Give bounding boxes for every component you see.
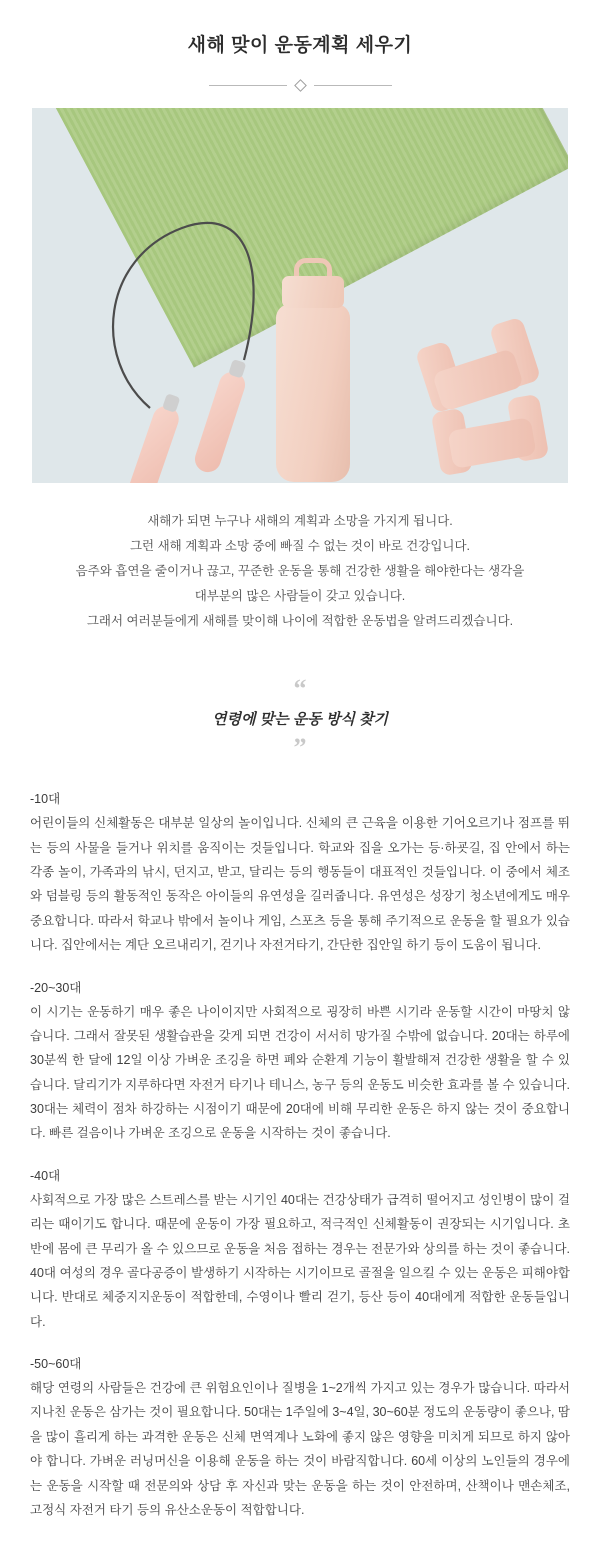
water-bottle-icon xyxy=(276,304,350,482)
section-10s xyxy=(0,789,600,957)
divider-line-left xyxy=(209,85,287,86)
diamond-icon xyxy=(294,79,307,92)
quote-open-mark: “ xyxy=(293,674,307,704)
section-body: 해당 연령의 사람들은 건강에 큰 위험요인이나 질병을 1~2개씩 가지고 있는 경우가 많습니다. 따라서 지나친 운동은 삼가는 것이 필요합니다. 50대는 1주일에 3~4일, 30~60분 정도의 운동량이 좋으나, 땀을 많이 흘리게 하는 과격한 운동은 신체 면역계나 노화에 좋지 않은 영향을 미치게 되므로 하지 않아야 합니다. 가벼운 러닝머신을 이용해 운동을 하는 것이 바람직합니다. 60세 이상의 노인들의 경우에는 운동을 시작할 때 전문의와 상담 후 자신과 맞는 운동을 하는 것이 안전하며, 산책이나 맨손체조, 고정식 자전거 타기 등의 유산소운동이 적합합니다. xyxy=(30,1381,570,1517)
pull-quote-text: 연령에 맞는 운동 방식 찾기 xyxy=(211,711,389,729)
intro-line: 그런 새해 계획과 소망 중에 빠질 수 없는 것이 바로 건강입니다. xyxy=(129,539,471,554)
intro-line: 새해가 되면 누구나 새해의 계획과 소망을 가지게 됩니다. xyxy=(147,514,453,529)
section-heading: -20~30대 xyxy=(30,980,82,995)
pull-quote xyxy=(0,642,600,771)
section-heading: -40대 xyxy=(30,1168,61,1183)
section-heading: -10대 xyxy=(30,792,61,807)
intro-line: 그래서 여러분들에게 새해를 맞이해 나이에 적합한 운동법을 알려드리겠습니다. xyxy=(86,614,514,629)
hero-image xyxy=(32,108,568,483)
bottle-lid xyxy=(282,276,344,308)
section-body: 이 시기는 운동하기 매우 좋은 나이이지만 사회적으로 굉장히 바쁜 시기라 운동할 시간이 마땅치 않습니다. 그래서 잘못된 생활습관을 갖게 되면 건강이 서서히 망가질 수밖에 없습니다. 20대는 하루에 30분씩 한 달에 12일 이상 가벼운 조깅을 하면 폐와 순환계 기능이 활발해져 건강한 생활을 할 수 있습니다. 달리기가 지루하다면 자전거 타기나 테니스, 농구 등의 운동도 비슷한 효과를 볼 수 있습니다. 30대는 체력이 점차 하강하는 시점이기 때문에 20대에 비해 무리한 운동은 하지 않는 것이 중요합니다. 빠른 걸음이나 가벼운 조깅으로 운동을 시작하는 것이 좋습니다. xyxy=(30,1004,570,1141)
divider-line-right xyxy=(314,85,392,86)
intro-line: 음주와 흡연을 줄이거나 끊고, 꾸준한 운동을 통해 건강한 생활을 해야한다는 생각을 xyxy=(75,564,525,579)
section-body: 어린이들의 신체활동은 대부분 일상의 놀이입니다. 신체의 큰 근육을 이용한 기어오르기나 점프를 뛰는 등의 사물을 들거나 위치를 움직이는 것들입니다. 학교와 집을 오가는 등·하굣길, 집 안에서 하는 각종 놀이, 가족과의 낚시, 던지고, 받고, 달리는 등의 행동들이 대표적인 것들입니다. 이 중에서 체조와 덤블링 등의 활동적인 동작은 아이들의 유연성을 길러줍니다. 유연성은 성장기 청소년에게도 매우 중요합니다. 따라서 학교나 밖에서 놀이나 게임, 스포츠 등을 통해 주기적으로 운동을 할 필요가 있습니다. 집안에서는 계단 오르내리기, 걷기나 자전거타기, 간단한 집안일 하기 등이 도움이 됩니다. xyxy=(30,816,570,953)
section-20s-30s xyxy=(0,978,600,1146)
section-50s-60s xyxy=(0,1354,600,1522)
article-page xyxy=(0,13,600,1552)
quote-close-mark: ” xyxy=(293,733,307,763)
section-heading: -50~60대 xyxy=(30,1357,82,1372)
section-40s xyxy=(0,1166,600,1334)
section-body: 사회적으로 가장 많은 스트레스를 받는 시기인 40대는 건강상태가 급격히 떨어지고 성인병이 많이 걸리는 때이기도 합니다. 때문에 운동이 가장 필요하고, 적극적인 신체활동이 권장되는 시기입니다. 초반에 몸에 큰 무리가 올 수 있으므로 운동을 처음 접하는 경우는 전문가와 상의를 하는 것이 좋습니다. 40대 여성의 경우 골다공증이 발생하기 시작하는 시기이므로 골절을 일으킬 수 있는 운동은 피해야합니다. 반대로 체중지지운동이 적합한데, 수영이나 빨리 걷기, 등산 등이 40대에게 적합한 운동들입니다. xyxy=(30,1192,570,1329)
intro-paragraph xyxy=(0,483,600,642)
intro-line: 대부분의 많은 사람들이 갖고 있습니다. xyxy=(194,589,406,604)
page-title: 새해 맞이 운동계획 세우기 xyxy=(187,34,413,56)
ornamental-divider xyxy=(0,81,600,90)
